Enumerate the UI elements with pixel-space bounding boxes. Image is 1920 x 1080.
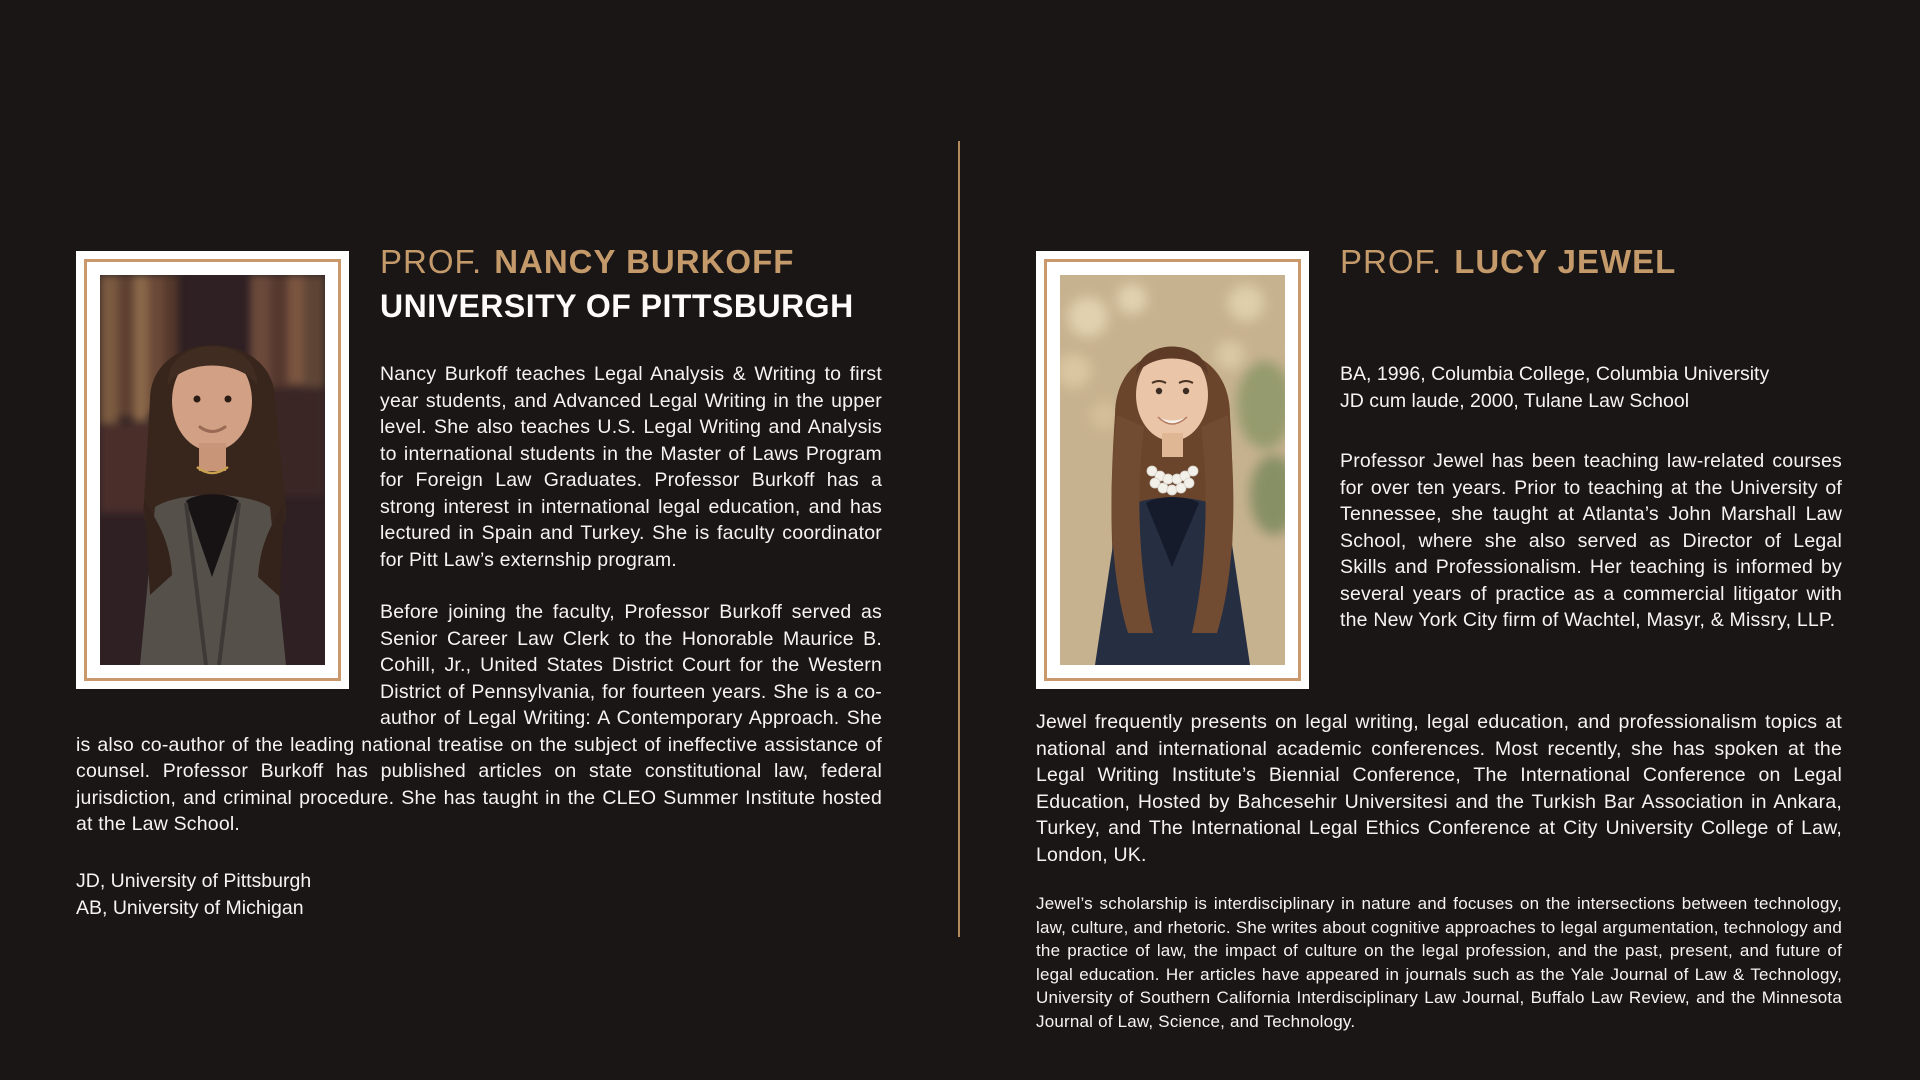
prof-label: PROF. [1340,243,1443,280]
credential-line: JD, University of Pittsburgh [76,869,312,892]
nancy-burkoff-portrait [100,275,325,665]
nancy-burkoff-photo-frame [76,251,349,689]
professor-name: NANCY BURKOFF [494,243,795,280]
bio-paragraph-scholarship: Jewel’s scholarship is interdisciplinary in nature and focuses on the intersections between technology, law, culture, and rhetoric. She writes about cognitive approaches to legal argumentation, technology and the practice of law, the impact of culture on the legal profession, and the past, present, and future of legal education. Her articles have appeared in journals such as the Yale Journal of Law & Technology, University of Southern California Interdisciplinary Law Journal, Buffalo Law Review, and the Minnesota Journal of Law, Science, and Technology. [1036,894,1842,1031]
education-line: JD cum laude, 2000, Tulane Law School [1340,390,1690,412]
credential-line: AB, University of Michigan [76,896,304,919]
photo-inner-border [84,259,341,681]
bio-paragraph: Nancy Burkoff teaches Legal Analysis & Writing to first year students, and Advanced Legal Writing in the upper level. She also teaches U.S. Legal Writing and Analysis to international students in the Master of Laws Program for Foreign Law Graduates. Professor Burkoff has a strong interest in international legal education, and has lectured in Spain and Turkey. She is faculty coordinator for Pitt Law’s externship program. [380,363,882,571]
lucy-jewel-portrait [1060,275,1285,665]
bio-paragraph: Before joining the faculty, Professor Burkoff served as Senior Career Law Clerk to the Honorable Maurice B. Cohill, Jr., United States District Court for the Western District of Pennsylvania, for fourteen years. She is a co-author of Legal Writing: A Contemporary Approach. She is also co-author of the leading national treatise on the subject of ineffective assistance of counsel. Professor Burkoff has published articles on state constitutional law, federal jurisdiction, and criminal procedure. She has taught in the CLEO Summer Institute hosted at the Law School. [76,601,882,835]
profile-lucy-jewel [1036,240,1842,1033]
photo-inner-border [1044,259,1301,681]
prof-label: PROF. [380,243,483,280]
bio-paragraph: Jewel frequently presents on legal writing, legal education, and professionalism topics at national and international academic conferences. Most recently, she has spoken at the Legal Writing Institute’s Biennial Conference, The International Conference on Legal Education, Hosted by Bahcesehir Universitesi and the Turkish Bar Association in Ankara, Turkey, and The International Legal Ethics Conference at City University College of Law, London, UK. [1036,711,1842,866]
university-subtitle: UNIVERSITY OF PITTSBURGH [380,288,854,324]
lucy-jewel-photo-frame [1036,251,1309,689]
education-line: BA, 1996, Columbia College, Columbia University [1340,363,1770,385]
profile-nancy-burkoff [76,240,882,922]
professor-name: LUCY JEWEL [1454,243,1677,280]
bio-paragraph: Professor Jewel has been teaching law-related courses for over ten years. Prior to teaching at the University of Tennessee, she taught at Atlanta’s John Marshall Law School, where she also served as Director of Legal Skills and Professionalism. Her teaching is informed by several years of practice as a commercial litigator with the New York City firm of Wachtel, Masyr, & Missry, LLP. [1340,450,1842,631]
column-divider [958,141,960,937]
credentials [76,868,882,922]
